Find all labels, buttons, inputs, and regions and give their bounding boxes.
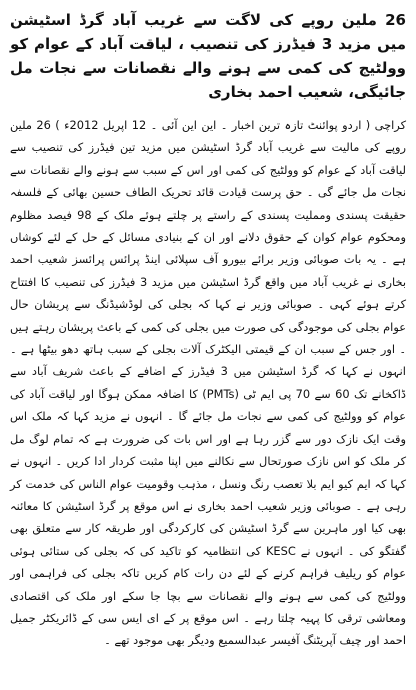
article-body: کراچی ( اردو پوائنٹ تازہ ترین اخبار ۔ این این آئی ۔ 12 اپریل 2012ء ) 26 ملین روپے کی مالیت سے غریب آباد گرڈ اسٹیشن میں مزید تین فیڈرز کی تنصیب سے لیاقت آباد کے عوام کو وولٹیج کی کمی اور اس کے سبب سے ہونے والے نقصانات سے نجات مل جائے گی ۔ حق پرست قیادت قائد تحریک الطاف حسین بھائی کے فلسفہ حقیقت پسندی ومملیت پسندی کے راستے پر چلتے ہوئے ملک کے 98 فیصد مظلوم ومحکوم عوام کوان کے حقوق دلانے اور ان کے بنیادی مسائل کے حل کے لئے کوشاں ہے ۔ یہ بات صوبائی وزیر برائے بیورو آف سپلائی اینڈ پرائس پرائسز شعیب احمد بخاری نے غریب آباد میں واقع گرڈ اسٹیشن میں مزید 3 فیڈرز کی تنصیب کا افتتاح کرتے ہوئے کہی ۔ صوبائی وزیر نے کہا کہ بجلی کی لوڈشیڈنگ سے پریشان حال عوام بجلی کی موجودگی کی صورت میں بجلی کی کمی کے باعث پریشان رہتے ہیں ۔ اور جس کے سبب ان کے قیمتی الیکٹرک آلات بجلی کے سبب ہاتھ دھو بیٹھا ہے ۔ انہوں نے کہا کہ گرڈ اسٹیشن میں 3 فیڈرز کے اضافے کے باعث شریف آباد سے ڈاکخانے تک 60 سے 70 پی ایم ٹی (PMTs) کا اضافہ ممکن ہوگا اور لیاقت آباد کی عوام کو وولٹیج کی کمی سے نجات مل جائے گا ۔ انہوں نے مزید کہا کہ ملک اس وقت ایک نازک دور سے گزر رہا ہے اور اس بات کی ضرورت ہے کہ تمام لوگ مل کر ملک کو اس نازک صورتحال سے نکالنے میں اپنا مثبت کردار ادا کریں ۔ انہوں نے کہا کہ ایم کیو ایم بلا تعصب رنگ ونسل ، مذہب وقومیت عوام الناس کی خدمت کر رہی ہے ۔ صوبائی وزیر شعیب احمد بخاری نے اس موقع پر گرڈ اسٹیشن کا معائنہ بھی کیا اور ماہرین سے گرڈ اسٹیشن کی کارکردگی اور طریقہ کار سے متعلق بھی گفتگو کی ۔ انہوں نے KESC کی انتظامیہ کو تاکید کی کہ بجلی کی ستائی ہوئی عوام کو ریلیف فراہم کرنے کے لئے دن رات کام کریں تاکہ بجلی کی فراہمی اور وولٹیج کی کمی سے ہونے والے نقصانات سے بچا جا سکے اور ملک کی اقتصادی ومعاشی ترقی کا پہیہ چلتا رہے ۔ اس موقع پر کے ای ایس سی کے ڈائریکٹر جمیل احمد اور چیف آپریٹنگ آفیسر عبدالسمیع ودیگر بھی موجود تھے ۔ — [10, 118, 407, 648]
article-headline: 26 ملین روپے کی لاگت سے غریب آباد گرڈ اسٹیشن میں مزید 3 فیڈرز کی تنصیب ، لیاقت آباد کے عوام کو وولٹیج کی کمی سے ہونے والے نقصانات سے نجات مل جائیگی، شعیب احمد بخاری — [10, 11, 406, 101]
